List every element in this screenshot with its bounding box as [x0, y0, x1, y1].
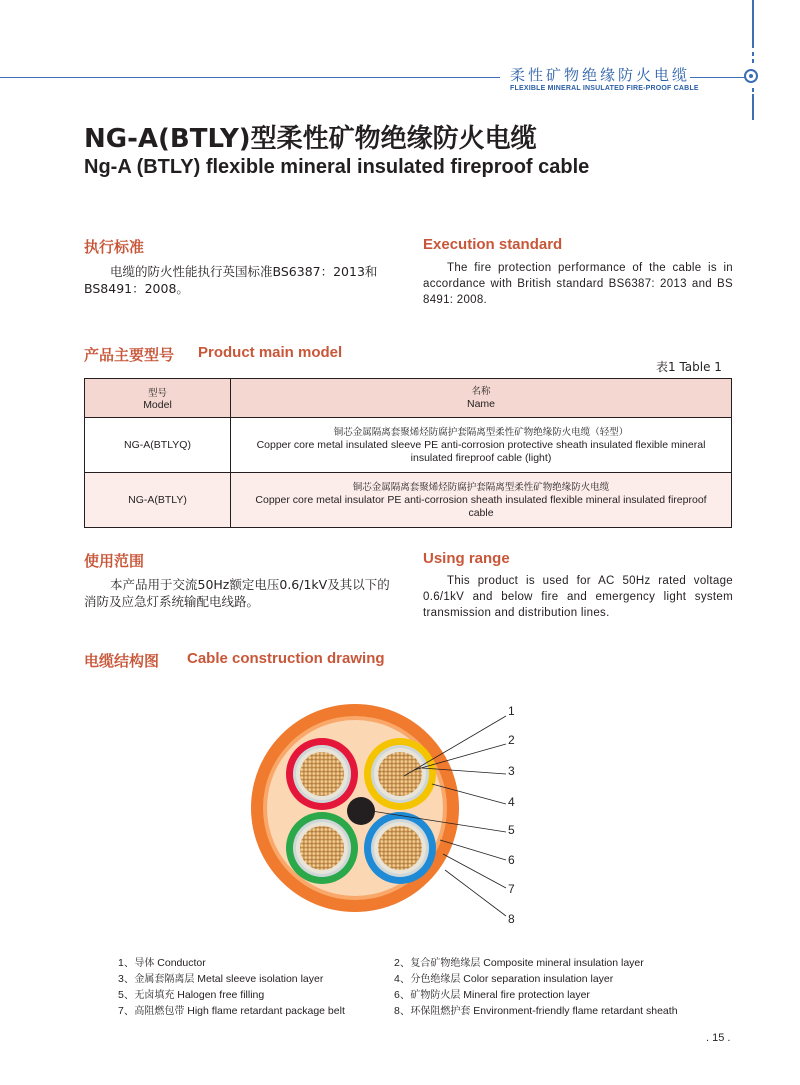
- header-dot: [752, 52, 754, 56]
- table-header-row: [85, 379, 731, 418]
- core-yellow: [364, 738, 436, 810]
- table-caption: 表1 Table 1: [656, 360, 722, 374]
- header-rule-left: [0, 77, 500, 78]
- header-title-en: FLEXIBLE MINERAL INSULATED FIRE-PROOF CABLE: [510, 85, 699, 92]
- legend-item: 5、无卤填充 Halogen free filling: [118, 989, 265, 1001]
- legend-item: 6、矿物防火层 Mineral fire protection layer: [394, 989, 590, 1001]
- header-vertical-rule-lower: [752, 94, 754, 120]
- callout-1: 1: [508, 704, 515, 718]
- callout-4: 4: [508, 795, 515, 809]
- callout-3: 3: [508, 764, 515, 778]
- core-blue: [364, 812, 436, 884]
- table-row: [85, 418, 731, 473]
- table-cell-model: NG-A(BTLYQ): [85, 418, 231, 472]
- page-title-cn: NG-A(BTLY)型柔性矿物绝缘防火电缆: [84, 124, 537, 154]
- callout-6: 6: [508, 853, 515, 867]
- legend-item: 3、金属套隔离层 Metal sleeve isolation layer: [118, 973, 324, 985]
- header-target-dot: [749, 74, 753, 78]
- execution-heading-cn: 执行标准: [84, 238, 145, 256]
- legend-item: 4、分色绝缘层 Color separation insulation layer: [394, 973, 614, 985]
- callout-8: 8: [508, 912, 515, 926]
- header-dot: [752, 59, 754, 63]
- legend-item: 8、环保阻燃护套 Environment-friendly flame retardant sheath: [394, 1005, 678, 1017]
- cable-cross-section-drawing: [0, 680, 800, 940]
- callout-2: 2: [508, 733, 515, 747]
- table-cell-name: 铜芯金属隔离套聚烯烃防腐护套隔离型柔性矿物绝缘防火电缆 Copper core metal insulator PE anti-corrosion sheath insulated flexible mineral insulated fireproof cable: [255, 481, 707, 519]
- legend-item: 7、高阻燃包带 High flame retardant package belt: [118, 1005, 345, 1017]
- execution-heading-en: Execution standard: [423, 236, 563, 253]
- legend-item: 2、复合矿物绝缘层 Composite mineral insulation layer: [394, 957, 644, 969]
- execution-text-en: The fire protection performance of the cable is in accordance with British standard BS6387: 2013 and BS 8491: 2008.: [423, 262, 733, 306]
- table-cell-name: 铜芯金属隔离套聚烯烃防腐护套隔离型柔性矿物绝缘防火电缆（轻型） Copper core metal insulated sleeve PE anti-corrosion protective sheath insulated flexible mineral insulated fireproof cable (light): [256, 426, 706, 464]
- page-number: . 15 .: [706, 1032, 731, 1044]
- product-table: [84, 378, 732, 528]
- header-dot: [752, 88, 754, 92]
- table-header-name: 名称 Name: [466, 386, 495, 410]
- table-row: [85, 473, 731, 527]
- range-text-en: This product is used for AC 50Hz rated voltage 0.6/1kV and below fire and emergency light system transmission and distribution lines.: [423, 575, 733, 619]
- product-heading-en: Product main model: [198, 344, 343, 361]
- execution-text-cn: 电缆的防火性能执行英国标准BS6387：2013和BS8491：2008。: [84, 264, 378, 296]
- range-text-cn: 本产品用于交流50Hz额定电压0.6/1kV及其以下的消防及应急灯系统输配电线路。: [84, 577, 390, 609]
- callout-5: 5: [508, 823, 515, 837]
- range-heading-en: Using range: [423, 550, 510, 567]
- product-heading-cn: 产品主要型号: [84, 346, 175, 364]
- core-red: [286, 738, 358, 810]
- table-header-model: 型号 Model: [85, 379, 231, 417]
- core-green: [286, 812, 358, 884]
- legend-item: 1、导体 Conductor: [118, 957, 206, 969]
- table-cell-model: NG-A(BTLY): [85, 473, 231, 527]
- callout-7: 7: [508, 882, 515, 896]
- header-vertical-rule: [752, 0, 754, 48]
- range-heading-cn: 使用范围: [84, 552, 145, 570]
- drawing-heading-en: Cable construction drawing: [187, 650, 385, 667]
- header-rule-right: [690, 77, 745, 78]
- header-title-cn: 柔性矿物绝缘防火电缆: [510, 66, 691, 84]
- drawing-heading-cn: 电缆结构图: [84, 652, 160, 670]
- page-title-en: Ng-A (BTLY) flexible mineral insulated fireproof cable: [84, 156, 590, 178]
